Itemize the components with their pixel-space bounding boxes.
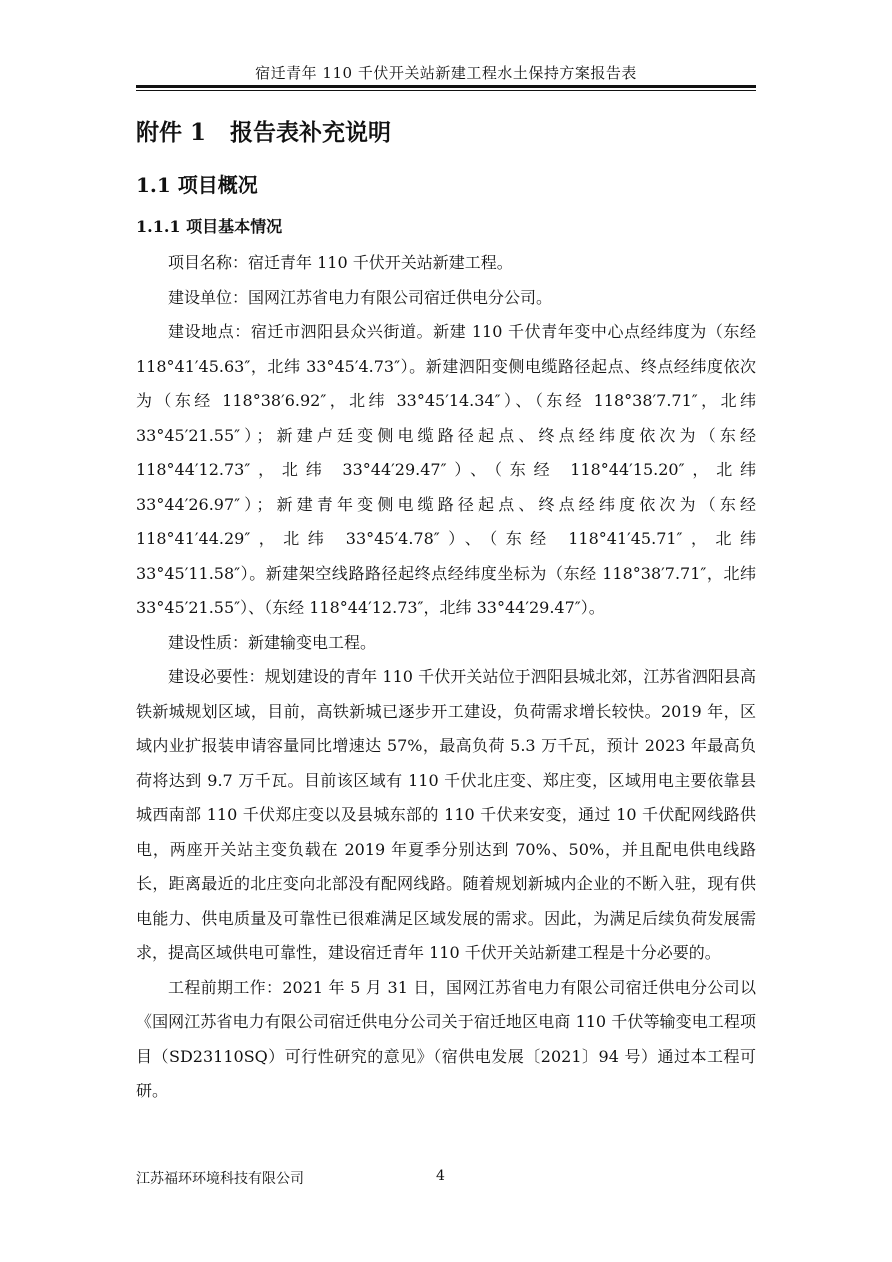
appendix-number: 附件 1 [136, 119, 207, 146]
paragraph-necessity: 建设必要性：规划建设的青年 110 千伏开关站位于泗阳县城北郊，江苏省泗阳县高铁新城规划区域，目前，高铁新城已逐步开工建设，负荷需求增长较快。2019 年，区域内业扩报装申请容量同比增速达 57%，最高负荷 5.3 万千瓦，预计 2023 年最高负荷将达到 9.7 万千瓦。目前该区域有 110 千伏北庄变、郑庄变，区域用电主要依靠县城西南部 110 千伏郑庄变以及县城东部的 110 千伏来安变，通过 10 千伏配网线路供电，两座开关站主变负载在 2019 年夏季分别达到 70%、50%，并且配电供电线路长，距离最近的北庄变向北部没有配网线路。随着规划新城内企业的不断入驻，现有供电能力、供电质量及可靠性已很难满足区域发展的需求。因此，为满足后续负荷发展需求，提高区域供电可靠性，建设宿迁青年 110 千伏开关站新建工程是十分必要的。 [136, 667, 756, 962]
appendix-heading [136, 112, 756, 154]
paragraph-project-name: 项目名称：宿迁青年 110 千伏开关站新建工程。 [168, 253, 513, 272]
paragraph-nature: 建设性质：新建输变电工程。 [168, 632, 377, 652]
running-header: 宿迁青年 110 千伏开关站新建工程水土保持方案报告表 [255, 64, 637, 82]
section-heading: 1.1 项目概况 [136, 173, 258, 197]
footer-company: 江苏福环环境科技有限公司 [136, 1171, 304, 1187]
paragraph-location: 建设地点：宿迁市泗阳县众兴街道。新建 110 千伏青年变中心点经纬度为（东经 118°41′45.63″，北纬 33°45′4.73″）。新建泗阳变侧电缆路径起点、终点经纬度依次为（东经 118°38′6.92″，北纬 33°45′14.34″）、（东经 118°38′7.71″，北纬 33°45′21.55″）；新建卢廷变侧电缆路径起点、终点经纬度依次为（东经 118°44′12.73″，北纬 33°44′29.47″）、（东经 118°44′15.20″，北纬 33°44′26.97″）；新建青年变侧电缆路径起点、终点经纬度依次为（东经 118°41′44.29″，北纬 33°45′4.78″）、（东经 118°41′45.71″，北纬 33°45′11.58″）。新建架空线路路径起终点经纬度坐标为（东经 118°38′7.71″，北纬 33°45′21.55″）、（东经 118°44′12.73″，北纬 33°44′29.47″）。 [136, 322, 756, 617]
page-number: 4 [436, 1168, 445, 1184]
header-rule-thin [136, 90, 756, 91]
header-rule-thick [136, 85, 756, 88]
paragraph-preliminary-work: 工程前期工作：2021 年 5 月 31 日，国网江苏省电力有限公司宿迁供电分公司以《国网江苏省电力有限公司宿迁供电分公司关于宿迁地区电商 110 千伏等输变电工程项目（SD23110SQ）可行性研究的意见》（宿供电发展〔2021〕94 号）通过本工程可研。 [136, 977, 756, 1100]
paragraph-construction-unit: 建设单位：国网江苏省电力有限公司宿迁供电分公司。 [168, 287, 553, 307]
page-content [136, 112, 756, 1109]
appendix-title: 报告表补充说明 [230, 119, 392, 146]
subsection-heading: 1.1.1 项目基本情况 [136, 217, 283, 236]
